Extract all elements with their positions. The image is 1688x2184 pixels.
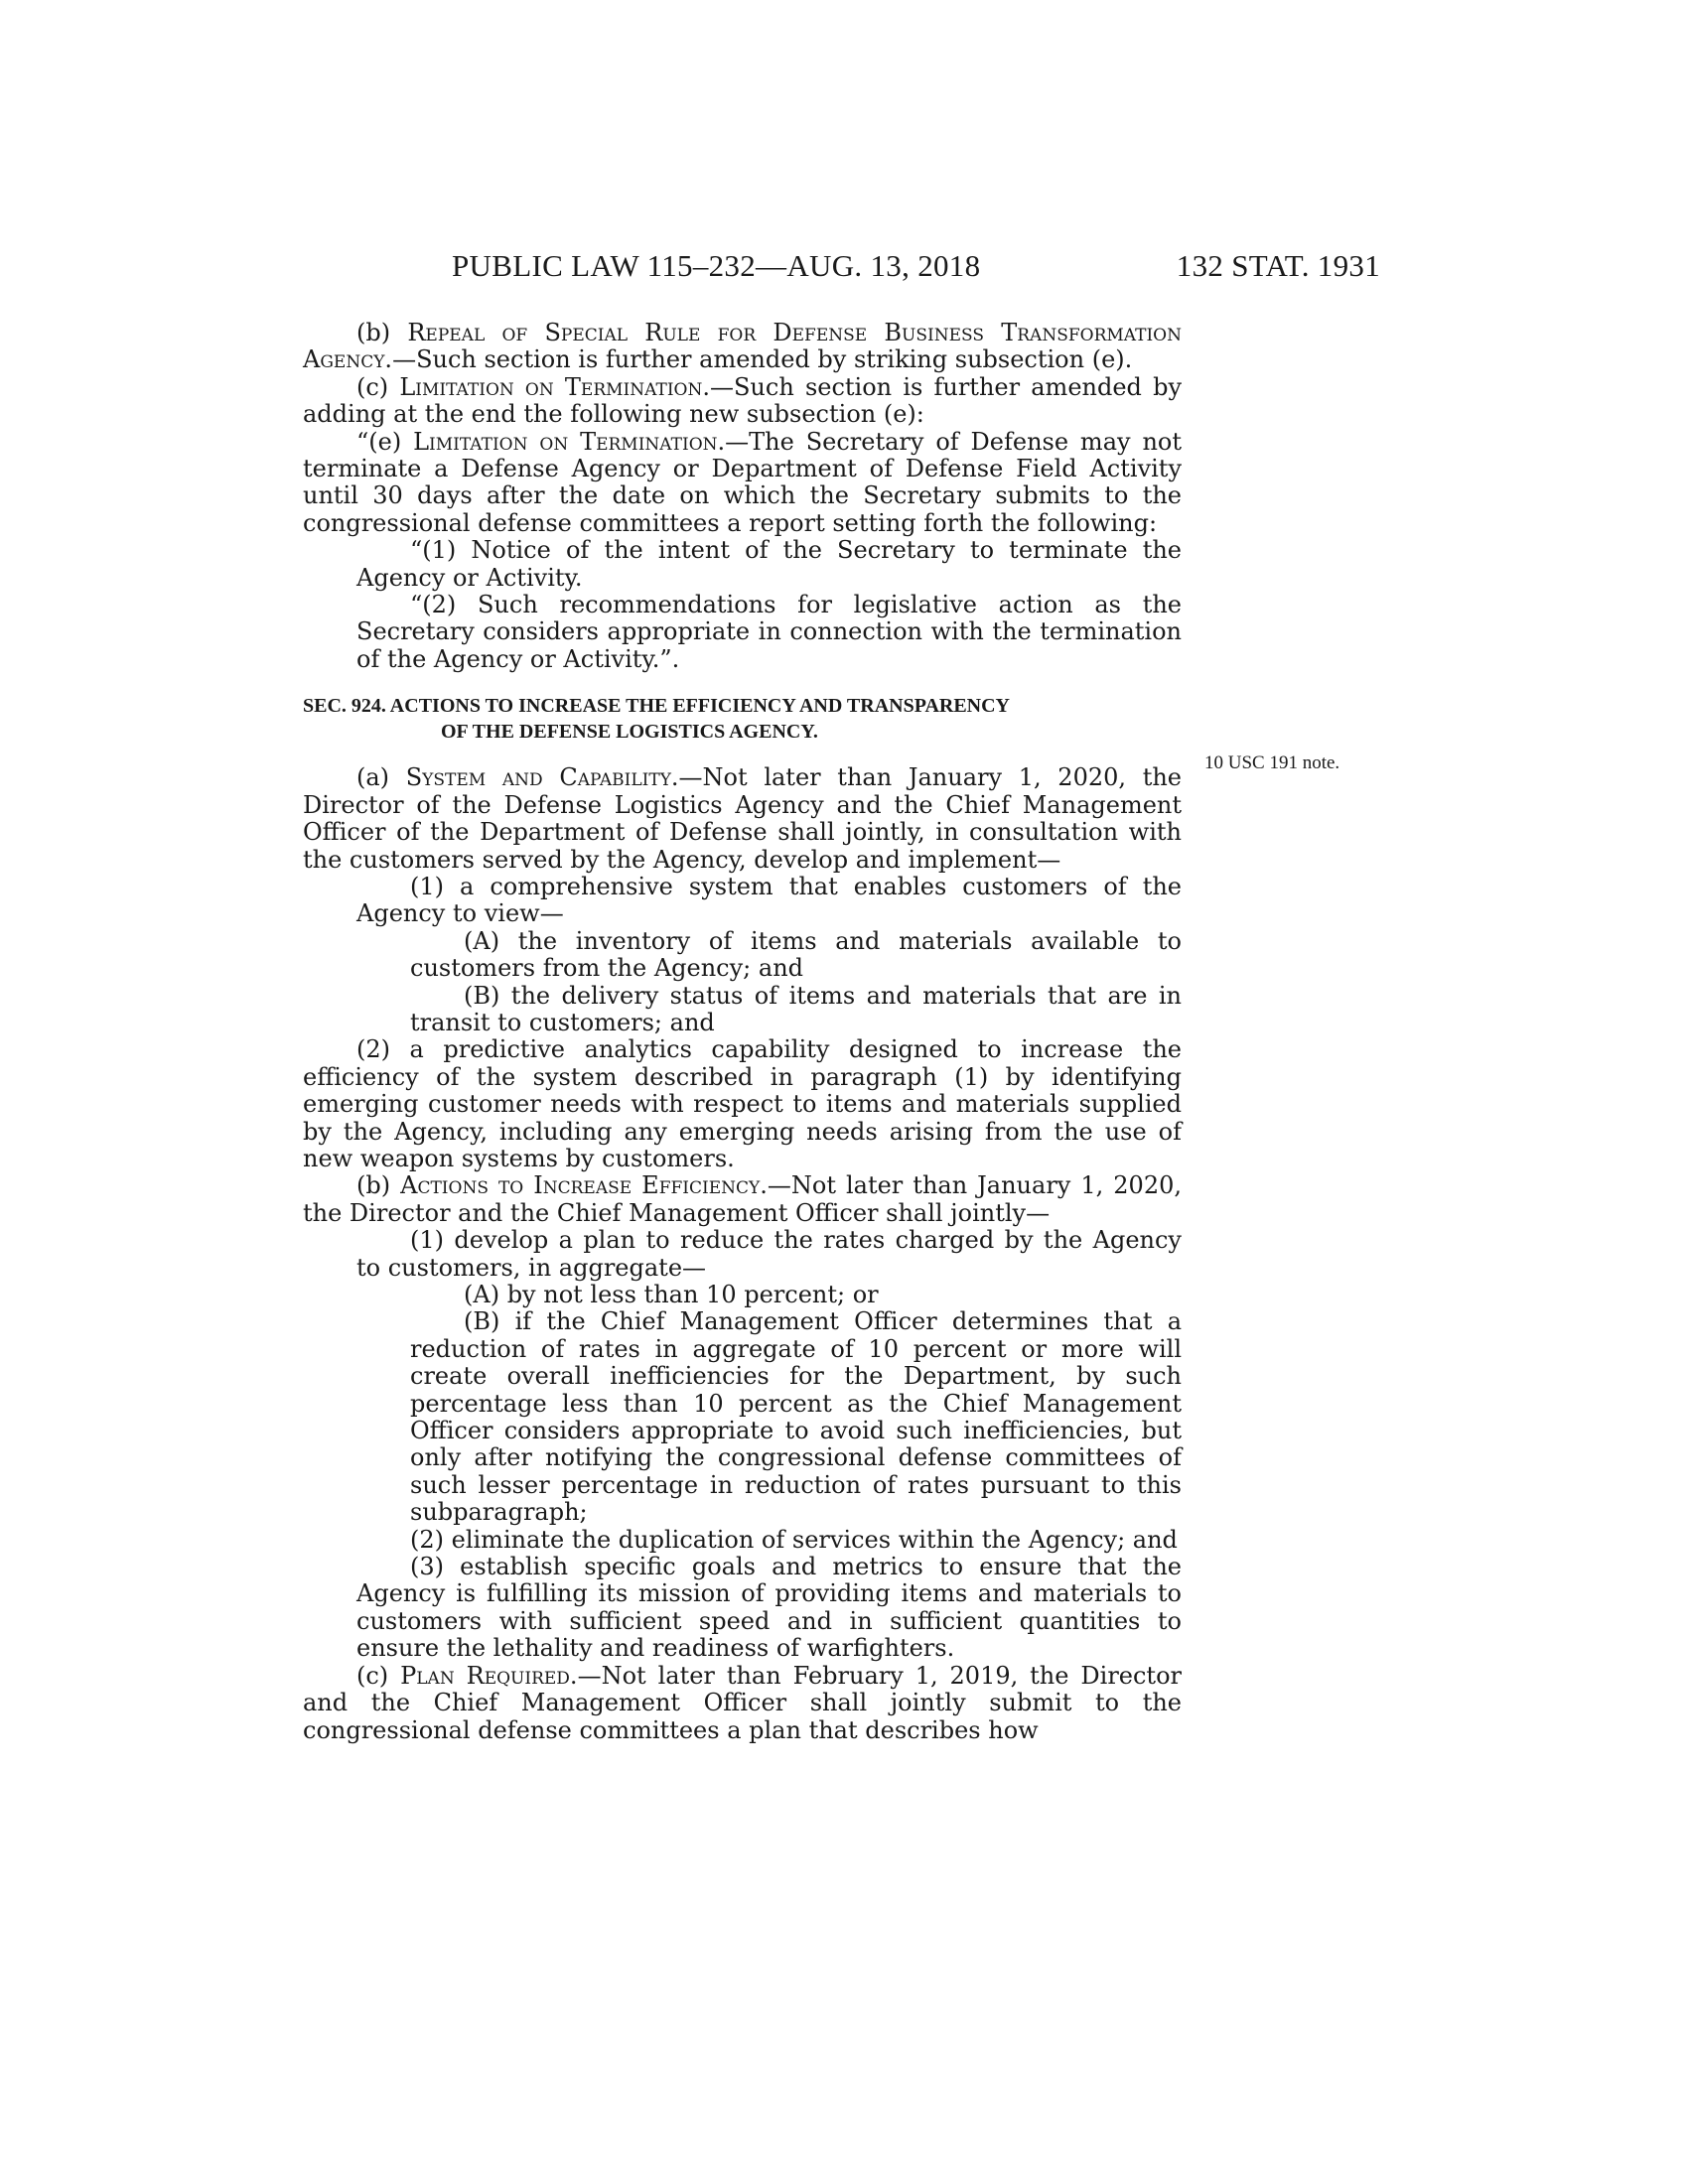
paragraph-b-1-A: (A) by not less than 10 percent; or [464,1281,879,1308]
subsection-heading: Limitation on Termination. [399,372,710,401]
paragraph-b-3: (3) establish specific goals and metrics to ensure that the Agency is fulfilling its mission of providing items and materials to customers with sufficient speed and in sufficient quantities to ensure the lethality and readiness of warfighters. [356,1553,1182,1663]
subsection-heading: Limitation on Termination. [413,427,726,456]
section-924-heading [303,693,1182,745]
subsection-heading: Plan Required. [400,1661,578,1690]
paragraph-b-repeal: (b) Repeal of Special Rule for Defense Business Transformation Agency.—Such section is further amended by striking subsection (e). [303,319,1182,374]
paragraph-e-1: “(1) Notice of the intent of the Secretary to terminate the Agency or Activity. [356,536,1182,592]
paragraph-e-2: “(2) Such recommendations for legislative action as the Secretary considers appropriate in connection with the termination of the Agency or Activity.”. [356,591,1182,673]
subsection-heading: Repeal of Special Rule for Defense Business Transformation Agency. [303,319,1182,374]
margin-note-usc: 10 USC 191 note. [1204,752,1340,773]
paragraph-b-1-B: (B) if the Chief Management Officer determines that a reduction of rates in aggregate of 10 percent or more will create overall inefficiencies for the Department, by such percentage less than 10 percent as the Chief Management Officer considers appropriate to avoid such inefficiencies, but only after notifying the congressional defense committees of such lesser percentage in reduction of rates pursuant to this subparagraph; [410,1307,1182,1527]
subsection-heading: System and Capability. [405,763,679,792]
paragraph-a-1-B: (B) the delivery status of items and materials that are in transit to customers; and [410,981,1182,1036]
paragraph-b-actions: (b) Actions to Increase Efficiency.—Not later than January 1, 2020, the Director and the Chief Management Officer shall jointly— [303,1171,1182,1227]
public-law-citation: PUBLIC LAW 115–232—AUG. 13, 2018 [452,248,981,283]
document-body [303,320,1182,1744]
paragraph-c-limitation: (c) Limitation on Termination.—Such section is further amended by adding at the end the following new subsection (e): [303,372,1182,429]
paragraph-a-system: (a) System and Capability.—Not later than January 1, 2020, the Director of the Defense Logistics Agency and the Chief Management Officer of the Department of Defense shall jointly, in consultation with the customers served by the Agency, develop and implement— [303,763,1182,874]
section-heading-line-2: OF THE DEFENSE LOGISTICS AGENCY. [441,721,818,744]
page-header [303,248,1380,288]
subsection-heading: Actions to Increase Efficiency. [400,1171,768,1200]
paragraph-b-2: (2) eliminate the duplication of services within the Agency; and [410,1525,1178,1554]
paragraph-b-1: (1) develop a plan to reduce the rates charged by the Agency to customers, in aggregate— [356,1226,1182,1282]
paragraph-e-limitation: “(e) Limitation on Termination.—The Secretary of Defense may not terminate a Defense Agency or Department of Defense Field Activity until 30 days after the date on which the Secretary submits to the congressional defense committees a report setting forth the following: [303,427,1182,537]
paragraph-a-1-A: (A) the inventory of items and materials available to customers from the Agency; and [410,926,1182,983]
paragraph-a-2: (2) a predictive analytics capability designed to increase the efficiency of the system described in paragraph (1) by identifying emerging customer needs with respect to items and materials supplied by the Agency, including any emerging needs arising from the use of new weapon systems by customers. [303,1035,1182,1172]
paragraph-c-plan: (c) Plan Required.—Not later than February 1, 2019, the Director and the Chief Management Officer shall jointly submit to the congressional defense committees a plan that describes how [303,1661,1182,1744]
section-heading-line-1: SEC. 924. ACTIONS TO INCREASE THE EFFICIENCY AND TRANSPARENCY [303,695,1011,718]
statute-page-number: 132 STAT. 1931 [1176,248,1380,283]
paragraph-a-1: (1) a comprehensive system that enables customers of the Agency to view— [356,872,1182,928]
